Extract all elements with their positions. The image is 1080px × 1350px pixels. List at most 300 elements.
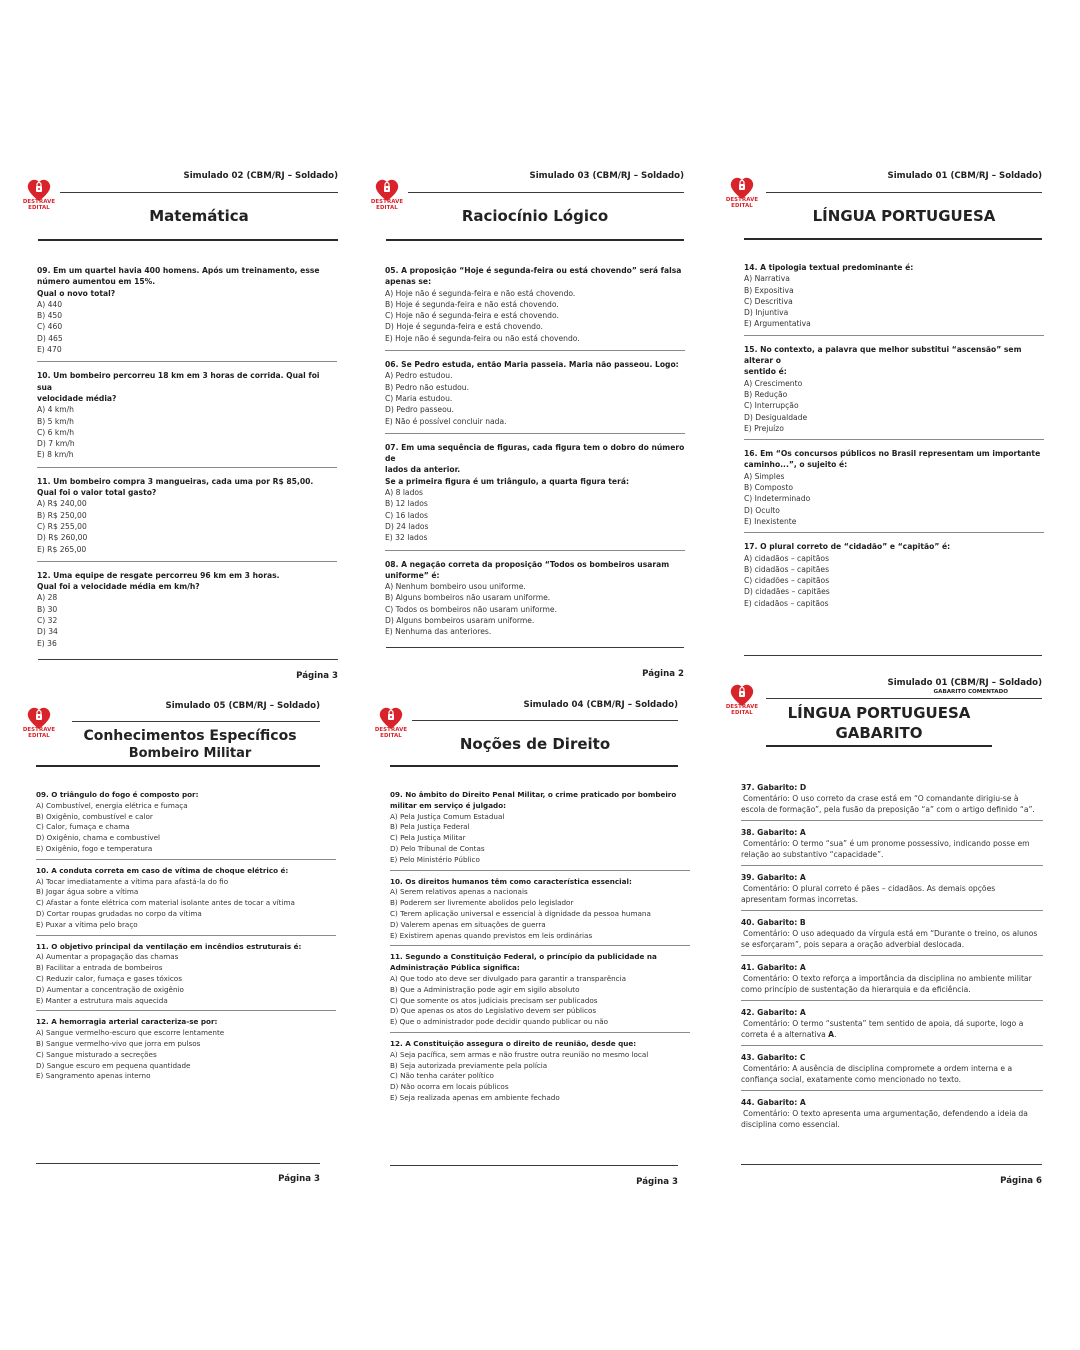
page-number: Página 3 bbox=[296, 671, 338, 681]
panel-lingua-portuguesa bbox=[722, 165, 1052, 665]
answer-option: C) Afastar a fonte elétrica com material isolante antes de tocar a vítima bbox=[36, 898, 295, 908]
answer-option: E) 470 bbox=[37, 345, 62, 355]
question-stem-line: 07. Em uma sequência de figuras, cada figura tem o dobro do número de bbox=[385, 442, 685, 464]
answer-option: D) Hoje é segunda-feira e está chovendo. bbox=[385, 322, 543, 332]
gabarito-item bbox=[741, 1007, 1043, 1040]
footer-rule bbox=[36, 1163, 320, 1164]
answer-option: E) 8 km/h bbox=[37, 450, 74, 460]
answer-option: D) Não ocorra em locais públicos bbox=[390, 1082, 509, 1092]
answer-option: D) Valerem apenas em situações de guerra bbox=[390, 919, 546, 929]
question-stem-line: caminho...”, o sujeito é: bbox=[744, 460, 848, 470]
footer-rule bbox=[741, 1164, 1042, 1165]
logo-text-line2: EDITAL bbox=[731, 202, 753, 209]
answer-option: B) 30 bbox=[37, 604, 58, 614]
question-stem bbox=[37, 570, 337, 593]
gabarito-comment-text: Comentário: O texto reforça a importância da disciplina no ambiente militar bbox=[743, 974, 1032, 983]
answer-option: B) Redução bbox=[744, 389, 788, 399]
gabarito-title: 41. Gabarito: A bbox=[741, 963, 806, 972]
gabarito-comment-text: relação ao substantivo “capacidade”. bbox=[741, 850, 884, 859]
logo-text-line2: EDITAL bbox=[731, 709, 753, 716]
page-number: Página 3 bbox=[636, 1177, 678, 1187]
simulado-header: Simulado 01 (CBM/RJ – Soldado) bbox=[887, 678, 1042, 688]
question-stem-line: 09. No âmbito do Direito Penal Militar, o crime praticado por bombeiro bbox=[390, 790, 677, 799]
answer-option: C) Interrupção bbox=[744, 401, 799, 411]
gabarito-comment-line bbox=[741, 793, 1043, 804]
gabarito-bold-answer: A bbox=[828, 1030, 835, 1039]
question-item bbox=[385, 265, 685, 344]
answer-option: B) Pedro não estudou. bbox=[385, 382, 470, 392]
header-rule bbox=[60, 192, 338, 193]
question-stem-line: 11. Segundo a Constituição Federal, o princípio da publicidade na bbox=[390, 952, 657, 962]
answer-option: B) Sangue vermelho-vivo que jorra em pulsos bbox=[36, 1038, 201, 1048]
question-divider bbox=[744, 532, 1044, 533]
question-stem bbox=[390, 790, 690, 812]
answer-option: B) Alguns bombeiros não usaram uniforme. bbox=[385, 593, 551, 603]
answer-option: D) Alguns bombeiros usaram uniforme. bbox=[385, 616, 535, 626]
gabarito-comment-line bbox=[741, 973, 1043, 984]
page-title bbox=[766, 703, 992, 743]
gabarito-item bbox=[741, 1097, 1043, 1130]
question-stem-line: número aumentou em 15%. bbox=[37, 277, 156, 287]
logo-text-line1: DESTRAVE bbox=[370, 199, 404, 205]
header-rule bbox=[408, 192, 684, 193]
question-stem bbox=[385, 265, 685, 288]
title-rule bbox=[390, 765, 678, 767]
question-divider bbox=[37, 361, 337, 362]
answer-option: D) 7 km/h bbox=[37, 439, 75, 449]
question-stem-line: uniforme” é: bbox=[385, 570, 440, 580]
question-item bbox=[385, 359, 685, 427]
gabarito-comment-text: Comentário: O uso correto da crase está em “O comandante dirigiu-se à bbox=[743, 794, 1019, 803]
answer-option: C) R$ 255,00 bbox=[37, 521, 87, 531]
answer-option: E) 32 lados bbox=[385, 533, 428, 543]
page-title: Noções de Direito bbox=[459, 735, 611, 753]
gabarito-comment-text: Comentário: O termo “sua” é um pronome possessivo, indicando posse em bbox=[743, 839, 1030, 848]
question-stem bbox=[385, 359, 685, 370]
question-stem-line: Qual foi o valor total gasto? bbox=[37, 488, 157, 498]
gabarito-title: 38. Gabarito: A bbox=[741, 828, 806, 837]
gabarito-item bbox=[741, 1052, 1043, 1085]
question-list bbox=[37, 265, 337, 649]
destrave-edital-logo bbox=[22, 177, 56, 217]
question-divider bbox=[36, 1010, 336, 1011]
answer-option: E) Que o administrador pode decidir quando publicar ou não bbox=[390, 1017, 609, 1027]
question-item bbox=[390, 877, 690, 942]
question-divider bbox=[385, 433, 685, 434]
gabarito-comment-line bbox=[741, 894, 1043, 905]
gabarito-comment-line bbox=[741, 1074, 1043, 1085]
answer-option: A) Que todo ato deve ser divulgado para garantir a transparência bbox=[390, 973, 627, 983]
answer-option: B) Facilitar a entrada de bombeiros bbox=[36, 963, 163, 973]
answer-option: D) Injuntiva bbox=[744, 308, 789, 318]
answer-option: B) Poderem ser livremente abolidos pelo legislador bbox=[390, 898, 574, 908]
question-divider bbox=[385, 350, 685, 351]
gabarito-divider bbox=[741, 1000, 1043, 1001]
simulado-header: Simulado 03 (CBM/RJ – Soldado) bbox=[529, 171, 684, 181]
answer-option: B) R$ 250,00 bbox=[37, 510, 87, 520]
question-divider bbox=[37, 467, 337, 468]
answer-option: A) Nenhum bombeiro usou uniforme. bbox=[385, 582, 526, 592]
panel-gabarito bbox=[722, 672, 1052, 1192]
title-main: LÍNGUA PORTUGUESA bbox=[787, 704, 971, 722]
gabarito-divider bbox=[741, 910, 1043, 911]
gabarito-comment-text: Comentário: A ausência de disciplina compromete a ordem interna e a bbox=[743, 1064, 1013, 1073]
gabarito-comment-line bbox=[741, 849, 1043, 860]
logo-text-line2: EDITAL bbox=[28, 204, 50, 211]
question-stem bbox=[36, 790, 336, 801]
answer-option: D) Oxigênio, chama e combustível bbox=[36, 833, 161, 843]
gabarito-divider bbox=[741, 1090, 1043, 1091]
gabarito-comment-line bbox=[741, 1119, 1043, 1130]
answer-option: B) 5 km/h bbox=[37, 416, 74, 426]
answer-option: C) 32 bbox=[37, 616, 58, 626]
answer-option: A) Crescimento bbox=[744, 378, 803, 388]
logo-text-line2: EDITAL bbox=[28, 732, 50, 739]
question-item bbox=[390, 952, 690, 1028]
panel-raciocinio-logico bbox=[368, 165, 698, 685]
question-stem-line: 16. Em “Os concursos públicos no Brasil representam um importante bbox=[744, 449, 1041, 459]
gabarito-divider bbox=[741, 820, 1043, 821]
answer-option: A) Serem relativos apenas a nacionais bbox=[390, 887, 528, 897]
question-stem-line: 05. A proposição “Hoje é segunda-feira ou está chovendo” será falsa bbox=[385, 266, 682, 275]
answer-option: E) Oxigênio, fogo e temperatura bbox=[36, 843, 153, 853]
answer-option: E) Argumentativa bbox=[744, 319, 811, 329]
question-stem bbox=[37, 370, 337, 404]
answer-option: B) Oxigênio, combustível e calor bbox=[36, 811, 153, 821]
title-rule bbox=[386, 239, 684, 241]
answer-option: B) 12 lados bbox=[385, 499, 428, 509]
title-subtitle: Bombeiro Militar bbox=[128, 746, 252, 761]
question-stem-line: 14. A tipologia textual predominante é: bbox=[744, 263, 914, 272]
page-number: Página 3 bbox=[278, 1174, 320, 1184]
answer-option: C) Todos os bombeiros não usaram uniforme. bbox=[385, 604, 558, 614]
gabarito-title: 42. Gabarito: A bbox=[741, 1008, 806, 1017]
answer-option: E) Manter a estrutura mais aquecida bbox=[36, 995, 168, 1005]
page-number: Página 6 bbox=[1000, 1176, 1042, 1186]
answer-option: E) Inexistente bbox=[744, 516, 797, 526]
question-stem-line: 09. O triângulo do fogo é composto por: bbox=[36, 790, 199, 799]
question-item bbox=[744, 448, 1044, 527]
answer-option: B) Composto bbox=[744, 483, 793, 493]
answer-option: D) Desigualdade bbox=[744, 412, 808, 422]
header-rule bbox=[72, 721, 320, 722]
question-item bbox=[390, 790, 690, 866]
answer-option: A) Pela Justiça Comum Estadual bbox=[390, 811, 505, 821]
answer-option: A) 28 bbox=[37, 593, 58, 603]
gabarito-divider bbox=[741, 865, 1043, 866]
answer-option: E) R$ 265,00 bbox=[37, 544, 87, 554]
question-stem-line: lados da anterior. bbox=[385, 465, 461, 475]
question-item bbox=[390, 1039, 690, 1104]
answer-option: D) Pedro passeou. bbox=[385, 405, 454, 415]
answer-option: E) Não é possível concluir nada. bbox=[385, 416, 507, 426]
gabarito-comment-line bbox=[741, 838, 1043, 849]
answer-option: D) 465 bbox=[37, 333, 63, 343]
answer-list bbox=[741, 782, 1043, 1130]
answer-option: E) 36 bbox=[37, 638, 57, 648]
gabarito-comment-line bbox=[741, 1029, 1043, 1040]
answer-option: A) Sangue vermelho-escuro que escorre lentamente bbox=[36, 1028, 225, 1038]
gabarito-title: 43. Gabarito: C bbox=[741, 1053, 806, 1062]
question-stem-line: 12. Uma equipe de resgate percorreu 96 km em 3 horas. bbox=[37, 570, 280, 580]
gabarito-comment-line bbox=[741, 984, 1043, 995]
question-item bbox=[36, 790, 336, 855]
question-stem-line: Qual o novo total? bbox=[37, 288, 116, 298]
question-divider bbox=[390, 945, 690, 946]
question-item bbox=[37, 476, 337, 555]
answer-option: C) 16 lados bbox=[385, 510, 428, 520]
title-subtitle: GABARITO bbox=[835, 724, 923, 742]
question-stem-line: 12. A Constituição assegura o direito de reunião, desde que: bbox=[390, 1038, 637, 1048]
footer-rule bbox=[386, 647, 684, 648]
answer-option: E) Existirem apenas quando previstos em leis ordinárias bbox=[390, 930, 593, 940]
question-stem-line: 17. O plural correto de “cidadão” e “capitão” é: bbox=[744, 542, 951, 552]
answer-option: E) Sangramento apenas interno bbox=[36, 1071, 151, 1081]
question-stem-line: 11. Um bombeiro compra 3 mangueiras, cada uma por R$ 85,00. bbox=[37, 476, 314, 486]
answer-option: D) Pelo Tribunal de Contas bbox=[390, 843, 485, 853]
question-divider bbox=[390, 1032, 690, 1033]
answer-option: C) cidadões – capitãos bbox=[744, 576, 830, 586]
answer-option: A) Combustível, energia elétrica e fumaça bbox=[36, 800, 188, 810]
question-stem-line: apenas se: bbox=[385, 277, 432, 287]
question-item bbox=[37, 370, 337, 460]
question-stem bbox=[744, 344, 1044, 378]
answer-option: D) Oculto bbox=[744, 505, 780, 515]
question-stem bbox=[744, 262, 1044, 273]
answer-option: E) Puxar a vítima pelo braço bbox=[36, 919, 138, 929]
gabarito-comment-text: Comentário: O texto apresenta uma argumentação, defendendo a ideia da bbox=[743, 1109, 1028, 1118]
answer-option: B) Expositiva bbox=[744, 285, 794, 295]
gabarito-comment-text: escola de formação”, pela fusão da preposição “a” com o artigo definido “a”. bbox=[741, 805, 1035, 814]
question-stem bbox=[390, 952, 690, 974]
question-item bbox=[744, 344, 1044, 434]
question-stem bbox=[37, 265, 337, 299]
question-stem-line: 15. No contexto, a palavra que melhor substitui “ascensão” sem alterar o bbox=[744, 344, 1022, 366]
question-stem-line: 10. Os direitos humanos têm como característica essencial: bbox=[390, 876, 632, 886]
gabarito-item bbox=[741, 917, 1043, 950]
answer-option: B) Que a Administração pode agir em sigilo absoluto bbox=[390, 984, 580, 994]
question-stem-line: 09. Em um quartel havia 400 homens. Após um treinamento, esse bbox=[37, 266, 320, 275]
question-stem-line: 06. Se Pedro estuda, então Maria passeia. Maria não passeou. Logo: bbox=[385, 360, 679, 370]
logo-text-line2: EDITAL bbox=[376, 204, 398, 211]
answer-option: D) 34 bbox=[37, 627, 58, 637]
question-list bbox=[744, 262, 1044, 609]
gabarito-tail: . bbox=[834, 1030, 837, 1039]
answer-option: A) 8 lados bbox=[385, 488, 424, 498]
page-title: Raciocínio Lógico bbox=[461, 207, 609, 225]
gabarito-item bbox=[741, 827, 1043, 860]
header-rule bbox=[766, 698, 1042, 699]
gabarito-comment-line bbox=[741, 883, 1043, 894]
logo-text-line1: DESTRAVE bbox=[22, 199, 56, 205]
gabarito-comment-line bbox=[741, 1108, 1043, 1119]
gabarito-comment-text: disciplina como essencial. bbox=[741, 1120, 840, 1129]
logo-text-line2: EDITAL bbox=[380, 732, 402, 739]
gabarito-comment-text: Comentário: O termo “sustenta” tem sentido de apoia, dá suporte, logo a bbox=[743, 1019, 1024, 1028]
gabarito-title: 44. Gabarito: A bbox=[741, 1098, 806, 1107]
answer-option: A) 440 bbox=[37, 299, 63, 309]
question-stem-line: Se a primeira figura é um triângulo, a quarta figura terá: bbox=[385, 476, 629, 486]
answer-option: C) Indeterminado bbox=[744, 494, 811, 504]
answer-option: D) 24 lados bbox=[385, 521, 429, 531]
question-stem-line: velocidade média? bbox=[37, 393, 117, 403]
answer-option: C) Hoje não é segunda-feira e está chovendo. bbox=[385, 311, 559, 321]
gabarito-comment-line bbox=[741, 804, 1043, 815]
answer-option: E) Hoje não é segunda-feira ou não está chovendo. bbox=[385, 333, 580, 343]
question-stem-line: militar em serviço é julgado: bbox=[390, 800, 507, 810]
answer-option: D) cidadães – capitães bbox=[744, 587, 830, 597]
answer-option: A) Pedro estudou. bbox=[385, 371, 453, 381]
gabarito-comment-line bbox=[741, 1018, 1043, 1029]
footer-rule bbox=[38, 659, 338, 660]
answer-option: A) Hoje não é segunda-feira e não está chovendo. bbox=[385, 288, 576, 298]
question-stem-line: 08. A negação correta da proposição “Todos os bombeiros usaram bbox=[385, 559, 670, 569]
title-rule bbox=[36, 765, 320, 767]
question-stem-line: Qual foi a velocidade média em km/h? bbox=[37, 582, 200, 592]
gabarito-comment-text: Comentário: O uso adequado da vírgula está em “Durante o treino, os alunos bbox=[743, 929, 1038, 938]
answer-option: A) R$ 240,00 bbox=[37, 499, 87, 509]
gabarito-divider bbox=[741, 955, 1043, 956]
question-stem-line: 11. O objetivo principal da ventilação em incêndios estruturais é: bbox=[36, 941, 302, 951]
gabarito-item bbox=[741, 872, 1043, 905]
destrave-edital-logo bbox=[725, 682, 759, 722]
answer-option: B) Seja autorizada previamente pela polícia bbox=[390, 1060, 548, 1070]
gabarito-item bbox=[741, 962, 1043, 995]
answer-option: C) Maria estudou. bbox=[385, 393, 453, 403]
title-main: Conhecimentos Específicos bbox=[83, 728, 297, 744]
gabarito-comment-text: como princípio de sustentação da hierarquia e da eficiência. bbox=[741, 985, 971, 994]
question-stem-line: 12. A hemorragia arterial caracteriza-se por: bbox=[36, 1017, 218, 1027]
answer-option: C) Pela Justiça Militar bbox=[390, 833, 466, 843]
title-rule bbox=[38, 239, 338, 241]
answer-option: D) R$ 260,00 bbox=[37, 533, 88, 543]
answer-option: C) Sangue misturado a secreções bbox=[36, 1049, 157, 1059]
question-stem bbox=[744, 448, 1044, 471]
question-divider bbox=[36, 859, 336, 860]
question-stem bbox=[37, 476, 337, 499]
title-rule bbox=[744, 238, 1042, 240]
gabarito-comment-text: correta é a alternativa bbox=[741, 1030, 826, 1039]
gabarito-title: 37. Gabarito: D bbox=[741, 783, 807, 792]
question-stem-line: Administração Pública significa: bbox=[390, 963, 520, 973]
question-stem bbox=[385, 559, 685, 582]
footer-rule bbox=[744, 655, 1042, 656]
question-item bbox=[37, 570, 337, 649]
question-item bbox=[744, 541, 1044, 609]
gabarito-divider bbox=[741, 1045, 1043, 1046]
question-item bbox=[36, 942, 336, 1007]
answer-option: D) Sangue escuro em pequena quantidade bbox=[36, 1060, 191, 1070]
gabarito-comment-text: Comentário: O plural correto é pães – cidadãos. As demais opções bbox=[743, 884, 996, 893]
question-list bbox=[385, 265, 685, 638]
logo-text-line1: DESTRAVE bbox=[725, 704, 759, 710]
answer-option: A) Aumentar a propagação das chamas bbox=[36, 952, 179, 962]
answer-option: E) cidadãos – capitãos bbox=[744, 598, 829, 608]
question-stem bbox=[390, 877, 690, 888]
page-title: LÍNGUA PORTUGUESA bbox=[812, 207, 996, 225]
gabarito-item bbox=[741, 782, 1043, 815]
question-divider bbox=[744, 439, 1044, 440]
question-stem bbox=[36, 942, 336, 953]
answer-option: C) Descritiva bbox=[744, 296, 793, 306]
simulado-header: Simulado 04 (CBM/RJ – Soldado) bbox=[523, 700, 678, 710]
question-item bbox=[744, 262, 1044, 330]
answer-option: A) Seja pacífica, sem armas e não frustre outra reunião no mesmo local bbox=[390, 1049, 649, 1059]
question-divider bbox=[390, 870, 690, 871]
question-stem bbox=[744, 541, 1044, 552]
gabarito-comment-line bbox=[741, 928, 1043, 939]
destrave-edital-logo bbox=[22, 705, 56, 745]
simulado-subheader: GABARITO COMENTADO bbox=[933, 689, 1008, 695]
footer-rule bbox=[390, 1165, 678, 1166]
page-title bbox=[60, 727, 320, 763]
answer-option: A) Tocar imediatamente a vítima para afastá-la do fio bbox=[36, 876, 229, 886]
destrave-edital-logo bbox=[725, 175, 759, 215]
answer-option: B) 450 bbox=[37, 311, 63, 321]
answer-option: D) Cortar roupas grudadas no corpo da vítima bbox=[36, 908, 202, 918]
answer-option: E) Seja realizada apenas em ambiente fechado bbox=[390, 1092, 560, 1102]
page-title: Matemática bbox=[149, 207, 249, 225]
answer-option: E) Nenhuma das anteriores. bbox=[385, 627, 492, 637]
question-stem bbox=[385, 442, 685, 487]
answer-option: A) 4 km/h bbox=[37, 405, 74, 415]
header-rule bbox=[766, 192, 1042, 193]
answer-option: D) Aumentar a concentração de oxigênio bbox=[36, 984, 184, 994]
answer-option: A) Narrativa bbox=[744, 274, 790, 284]
question-list bbox=[36, 790, 336, 1082]
question-stem bbox=[36, 866, 336, 877]
question-stem-line: sentido é: bbox=[744, 367, 787, 377]
answer-option: B) Jogar água sobre a vítima bbox=[36, 887, 139, 897]
answer-option: C) Calor, fumaça e chama bbox=[36, 822, 130, 832]
answer-option: D) Que apenas os atos do Legislativo devem ser públicos bbox=[390, 1006, 597, 1016]
gabarito-title: 39. Gabarito: A bbox=[741, 873, 806, 882]
gabarito-title: 40. Gabarito: B bbox=[741, 918, 806, 927]
question-item bbox=[36, 1017, 336, 1082]
gabarito-comment-text: se esforçaram”, pois separa a oração adverbial deslocada. bbox=[741, 940, 965, 949]
answer-option: C) 6 km/h bbox=[37, 427, 75, 437]
answer-option: E) Pelo Ministério Público bbox=[390, 854, 480, 864]
logo-text-line1: DESTRAVE bbox=[374, 727, 408, 733]
answer-option: B) cidadãos – capitães bbox=[744, 564, 830, 574]
panel-nocoes-de-direito bbox=[372, 695, 702, 1195]
question-divider bbox=[385, 550, 685, 551]
title-rule bbox=[766, 745, 992, 747]
question-divider bbox=[744, 335, 1044, 336]
question-stem-line: 10. Um bombeiro percorreu 18 km em 3 horas de corrida. Qual foi sua bbox=[37, 371, 320, 392]
answer-option: A) cidadãos – capitãos bbox=[744, 553, 830, 563]
question-stem-line: 10. A conduta correta em caso de vítima de choque elétrico é: bbox=[36, 865, 289, 875]
simulado-header: Simulado 05 (CBM/RJ – Soldado) bbox=[165, 701, 320, 711]
question-item bbox=[36, 866, 336, 931]
header-rule bbox=[412, 720, 678, 721]
gabarito-comment-line bbox=[741, 939, 1043, 950]
question-list bbox=[390, 790, 690, 1104]
question-item bbox=[37, 265, 337, 355]
simulado-header: Simulado 01 (CBM/RJ – Soldado) bbox=[887, 171, 1042, 181]
gabarito-comment-line bbox=[741, 1063, 1043, 1074]
page-number: Página 2 bbox=[642, 669, 684, 679]
gabarito-comment-text: apresentam formas incorretas. bbox=[741, 895, 859, 904]
simulado-header: Simulado 02 (CBM/RJ – Soldado) bbox=[183, 171, 338, 181]
answer-option: C) Não tenha caráter político bbox=[390, 1071, 494, 1081]
question-divider bbox=[37, 561, 337, 562]
answer-option: C) 460 bbox=[37, 322, 63, 332]
question-stem bbox=[36, 1017, 336, 1028]
answer-option: C) Terem aplicação universal e essencial à dignidade da pessoa humana bbox=[390, 908, 651, 918]
panel-matematica bbox=[20, 165, 350, 685]
answer-option: B) Hoje é segunda-feira e não está chovendo. bbox=[385, 299, 559, 309]
